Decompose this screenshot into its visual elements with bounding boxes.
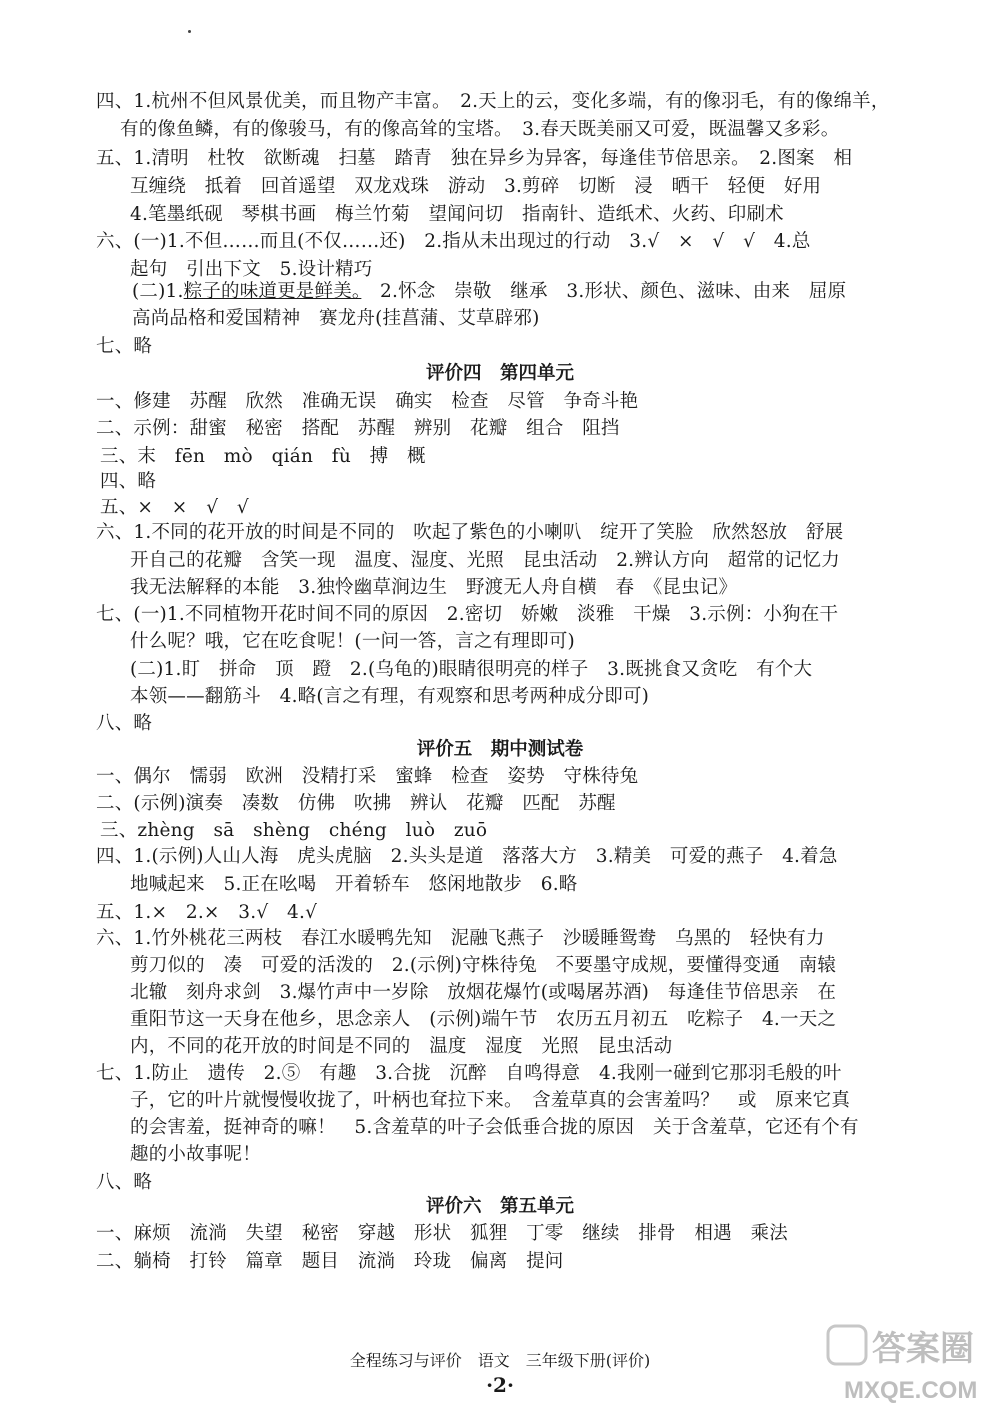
- answer-line: 内，不同的花开放的时间是不同的 温度 湿度 光照 昆虫活动: [130, 1036, 673, 1057]
- answer-line: (二)1.盯 拼命 顶 蹬 2.(乌龟的)眼睛很明亮的样子 3.既挑食又贪吃 有个大: [130, 659, 813, 680]
- answer-line: 高尚品格和爱国精神 赛龙舟(挂菖蒲、艾草辟邪): [132, 308, 540, 329]
- answer-line: 什么呢？哦，它在吃食呢！(一问一答，言之有理即可): [130, 631, 575, 652]
- footer-title: 全程练习与评价 语文 三年级下册(评价): [349, 1351, 651, 1370]
- answer-line: 七、略: [96, 336, 153, 357]
- answer-line: 趣的小故事呢！: [130, 1144, 261, 1165]
- answer-line: 子，它的叶片就慢慢收拢了，叶柄也耷拉下来。 含羞草真的会害羞吗？ 或 原来它真: [130, 1090, 851, 1111]
- answer-line: 开自己的花瓣 含笑一现 温度、湿度、光照 昆虫活动 2.辨认方向 超常的记忆力: [130, 550, 840, 571]
- answer-line: 本领——翻筋斗 4.略(言之有理，有观察和思考两种成分即可): [130, 686, 650, 707]
- answer-line: 二、示例：甜蜜 秘密 搭配 苏醒 辨别 花瓣 组合 阻挡: [96, 418, 620, 439]
- answer-line: 八、略: [96, 1172, 153, 1193]
- answer-line: 六、(一)1.不但……而且(不仅……还) 2.指从未出现过的行动 3.√ × √ √ 4.总: [96, 231, 811, 252]
- line-suffix: 2.怀念 崇敬 继承 3.形状、颜色、滋味、由来 屈原: [361, 281, 847, 302]
- answer-line: 起句 引出下文 5.设计精巧: [130, 259, 373, 280]
- section-heading: 评价六 第五单元: [425, 1196, 574, 1217]
- answer-line: 六、1.竹外桃花三两枝 春江水暖鸭先知 泥融飞燕子 沙暖睡鸳鸯 乌黑的 轻快有力: [96, 928, 825, 949]
- answer-line: 五、1.清明 杜牧 欲断魂 扫墓 踏青 独在异乡为异客，每逢佳节倍思亲。 2.图案 相: [96, 148, 853, 169]
- answer-line: 五、1.× 2.× 3.√ 4.√: [96, 902, 318, 923]
- answer-line: 剪刀似的 凑 可爱的活泼的 2.(示例)守株待兔 不要墨守成规，要懂得变通 南辕: [130, 955, 837, 976]
- answer-line: 北辙 刻舟求剑 3.爆竹声中一岁除 放烟花爆竹(或喝屠苏酒) 每逢佳节倍思亲 在: [130, 982, 837, 1003]
- answer-line: 一、修建 苏醒 欣然 准确无误 确实 检查 尽管 争奇斗艳: [96, 391, 639, 412]
- section-heading: 评价五 期中测试卷: [416, 739, 584, 760]
- answer-line: 四、1.(示例)人山人海 虎头虎脑 2.头头是道 落落大方 3.精美 可爱的燕子 4.着急: [96, 846, 838, 867]
- answer-line: 互缠绕 抵着 回首遥望 双龙戏珠 游动 3.剪碎 切断 浸 晒干 轻便 好用: [130, 176, 822, 197]
- scan-speck: [188, 30, 191, 33]
- answer-line: 地喊起来 5.正在吆喝 开着轿车 悠闲地散步 6.略: [130, 874, 578, 895]
- answer-line: 有的像鱼鳞，有的像骏马，有的像高耸的宝塔。 3.春天既美丽又可爱，既温馨又多彩。: [120, 119, 840, 140]
- underlined-answer: 粽子的味道更是鲜美。: [183, 281, 362, 302]
- section-heading: 评价四 第四单元: [425, 363, 574, 384]
- answer-line: 重阳节这一天身在他乡，思念亲人 (示例)端午节 农历五月初五 吃粽子 4.一天之: [130, 1009, 837, 1030]
- answer-line: 三、末 fēn mò qián fù 搏 概: [100, 446, 426, 467]
- watermark-url-text: MXQE.COM: [844, 1377, 978, 1404]
- answer-line: 六、1.不同的花开放的时间是不同的 吹起了紫色的小喇叭 绽开了笑脸 欣然怒放 舒展: [96, 522, 844, 543]
- answer-line: 4.笔墨纸砚 琴棋书画 梅兰竹菊 望闻问切 指南针、造纸术、火药、印刷术: [130, 204, 784, 225]
- answer-line: 一、偶尔 懦弱 欧洲 没精打采 蜜蜂 检查 姿势 守株待兔: [96, 766, 639, 787]
- answer-line: 三、zhèng sā shèng chéng luò zuō: [100, 820, 488, 841]
- answer-line: 二、(示例)演奏 凑数 仿佛 吹拂 辨认 花瓣 匹配 苏醒: [96, 793, 616, 814]
- answer-line: 一、麻烦 流淌 失望 秘密 穿越 形状 狐狸 丁零 继续 排骨 相遇 乘法: [96, 1223, 788, 1244]
- answer-line: 我无法解释的本能 3.独怜幽草涧边生 野渡无人舟自横 春 《昆虫记》: [130, 577, 738, 598]
- answer-line: 五、× × √ √: [100, 497, 249, 518]
- answer-line-underlined: [132, 279, 846, 305]
- answer-line: 八、略: [96, 713, 153, 734]
- line-prefix: (二)1.: [132, 281, 184, 302]
- watermark-logo: [826, 1322, 991, 1404]
- page-number: ·2·: [486, 1373, 514, 1397]
- watermark-main-text: 答案圈: [872, 1330, 974, 1368]
- answer-line: 七、1.防止 遗传 2.⑤ 有趣 3.合拢 沉醉 自鸣得意 4.我刚一碰到它那羽毛般的叶: [96, 1063, 842, 1084]
- answer-line: 七、(一)1.不同植物开花时间不同的原因 2.密切 娇嫩 淡雅 干燥 3.示例：小狗在干: [96, 604, 839, 625]
- answer-line: 二、躺椅 打铃 篇章 题目 流淌 玲珑 偏离 提问: [96, 1251, 564, 1272]
- answer-line: 四、略: [100, 471, 157, 492]
- answer-line: 的会害羞，挺神奇的嘛！ 5.含羞草的叶子会低垂合拢的原因 关于含羞草，它还有个有: [130, 1117, 859, 1138]
- answer-line: 四、1.杭州不但风景优美，而且物产丰富。 2.天上的云，变化多端，有的像羽毛，有的像绵羊，: [96, 91, 890, 112]
